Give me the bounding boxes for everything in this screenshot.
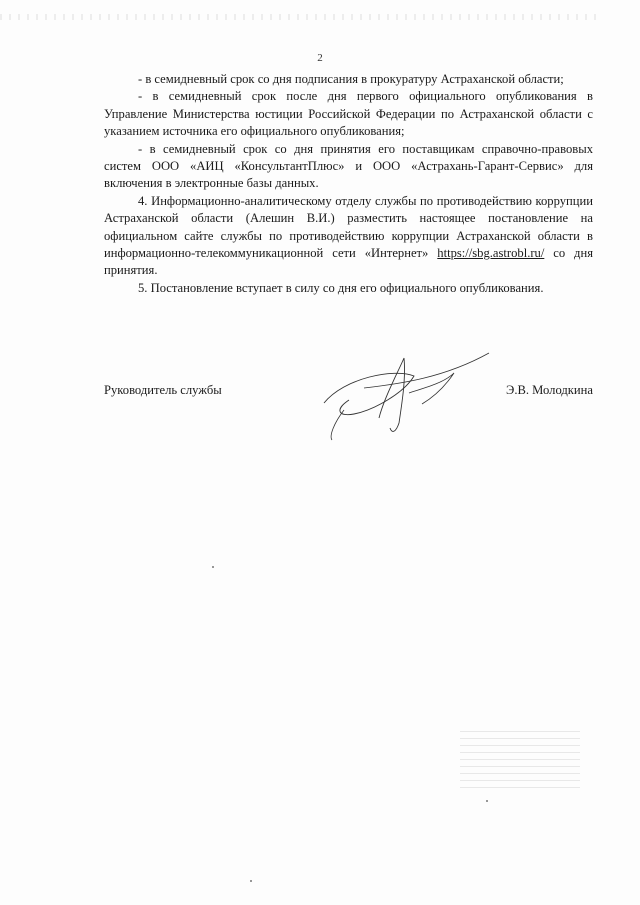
scan-speck: [212, 566, 214, 568]
scan-noise: [0, 14, 600, 20]
handwritten-signature: [304, 348, 494, 443]
signer-name: Э.В. Молодкина: [506, 383, 593, 397]
page-number: 2: [317, 52, 323, 64]
signer-title: Руководитель службы: [104, 383, 222, 397]
item-4-text: 4. Информационно-аналитическому отделу службы по противодействию коррупции Астраханской области (Алешин В.И.) разместить настоящее постановление на официальном сайте службы по противодействию коррупции Астраханской области в информационно-телекоммуникационной сети «Интернет»: [104, 193, 593, 261]
paragraph-item-5: 5. Постановление вступает в силу со дня его официального опубликования.: [138, 280, 544, 295]
scan-speck: [486, 800, 488, 802]
faint-stamp-mark: [460, 728, 580, 788]
document-body: [104, 71, 593, 297]
item-4-tail: со дня принятия.: [104, 246, 593, 278]
signature-block: [104, 372, 593, 442]
paragraph-legal-systems: - в семидневный срок со дня принятия его поставщикам справочно-правовых систем ООО «АИЦ «КонсультантПлюс» и ООО «Астрахань-Гарант-Сервис» для включения в электронные базы данных.: [104, 141, 593, 191]
scan-speck: [250, 880, 252, 882]
website-link[interactable]: https://sbg.astrobl.ru/: [437, 246, 545, 261]
paragraph-ministry-justice: - в семидневный срок после дня первого официального опубликования в Управление Министерства юстиции Российской Федерации по Астраханской области с указанием источника его официального опубликования;: [104, 89, 593, 139]
paragraph-prosecutor: - в семидневный срок со дня подписания в прокуратуру Астраханской области;: [138, 72, 564, 86]
paragraph-item-4: [104, 193, 593, 280]
